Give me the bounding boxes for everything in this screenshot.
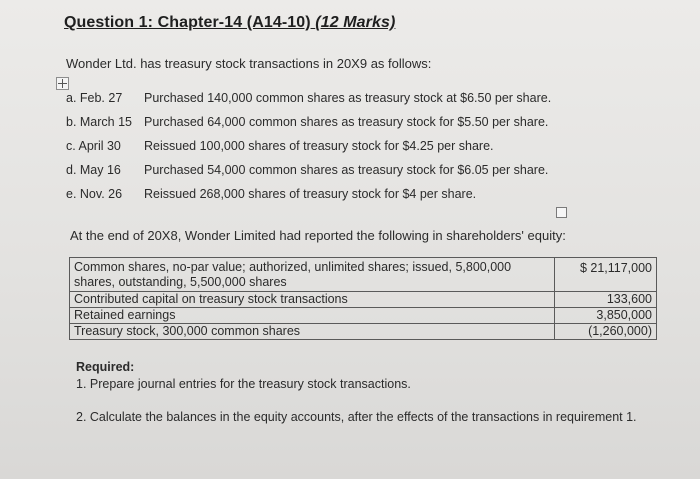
transaction-date: c. April 30 — [66, 139, 121, 153]
transaction-date: e. Nov. 26 — [66, 187, 123, 201]
transaction-date: d. May 16 — [66, 163, 121, 177]
transaction-date: b. March 15 — [66, 115, 133, 129]
required-heading-label: Required: — [76, 360, 135, 374]
equity-label: Treasury stock, 300,000 common shares — [70, 324, 555, 340]
required-heading — [76, 360, 134, 374]
transaction-list — [66, 88, 551, 208]
question-marks: (12 Marks) — [315, 14, 396, 31]
transaction-row — [66, 136, 551, 160]
transaction-row — [66, 184, 551, 208]
intro-text: Wonder Ltd. has treasury stock transactions in 20X9 as follows: — [66, 56, 432, 71]
table-row — [70, 258, 657, 292]
equity-amount: 133,600 — [555, 292, 657, 308]
question-title — [64, 14, 395, 32]
equity-label: Common shares, no-par value; authorized, unlimited shares; issued, 5,800,000 shares, outstanding, 5,500,000 shares — [70, 258, 555, 292]
transaction-description: Purchased 54,000 common shares as treasury stock for $6.05 per share. — [144, 163, 549, 177]
equity-table — [69, 257, 657, 340]
transaction-row — [66, 112, 551, 136]
required-item: 2. Calculate the balances in the equity accounts, after the effects of the transactions in requirement 1. — [76, 410, 637, 424]
question-title-main: Question 1: Chapter-14 (A14-10) — [64, 14, 316, 31]
transaction-date: a. Feb. 27 — [66, 91, 123, 105]
equity-label: Contributed capital on treasury stock transactions — [70, 292, 555, 308]
transaction-description: Purchased 140,000 common shares as treasury stock at $6.50 per share. — [144, 91, 552, 105]
equity-amount: (1,260,000) — [555, 324, 657, 340]
table-row — [70, 308, 657, 324]
transaction-description: Purchased 64,000 common shares as treasury stock for $5.50 per share. — [144, 115, 549, 129]
table-row — [70, 292, 657, 308]
transaction-row — [66, 160, 551, 184]
equity-amount: $ 21,117,000 — [555, 258, 657, 292]
equity-amount: 3,850,000 — [555, 308, 657, 324]
equity-label: Retained earnings — [70, 308, 555, 324]
transaction-description: Reissued 100,000 shares of treasury stock for $4.25 per share. — [144, 139, 494, 153]
image-placeholder-checkbox[interactable] — [556, 207, 567, 218]
required-item: 1. Prepare journal entries for the treasury stock transactions. — [76, 377, 411, 391]
transaction-description: Reissued 268,000 shares of treasury stock for $4 per share. — [144, 187, 477, 201]
table-row — [70, 324, 657, 340]
transaction-row — [66, 88, 551, 112]
equity-intro-text: At the end of 20X8, Wonder Limited had reported the following in shareholders' equity: — [70, 228, 566, 243]
